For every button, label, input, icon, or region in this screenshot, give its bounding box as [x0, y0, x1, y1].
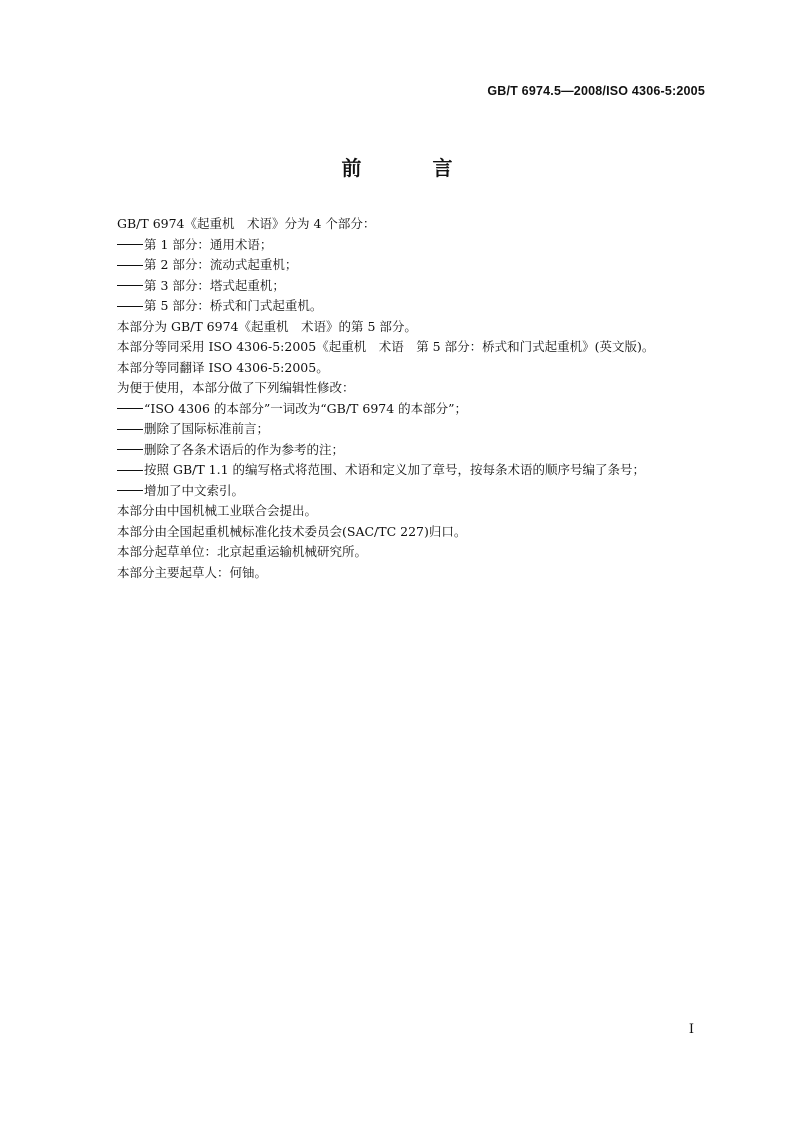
- line-text: 本部分等同采用 ISO 4306-5:2005《起重机 术语 第 5 部分：桥式和门式起重机》(英文版)。: [117, 339, 655, 354]
- em-dash-bullet: [117, 449, 143, 450]
- page-number: I: [688, 1022, 694, 1037]
- paragraph-line: [117, 214, 707, 235]
- line-text: 第 2 部分：流动式起重机；: [144, 257, 298, 272]
- em-dash-bullet: [117, 490, 143, 491]
- list-item: [117, 255, 707, 276]
- list-item: [117, 440, 707, 461]
- em-dash-bullet: [117, 244, 143, 245]
- list-item: [117, 296, 707, 317]
- paragraph-line: [117, 542, 707, 563]
- line-text: 第 5 部分：桥式和门式起重机。: [144, 298, 323, 313]
- list-item: [117, 481, 707, 502]
- line-text: 第 1 部分：通用术语；: [144, 236, 273, 252]
- list-item: [117, 460, 707, 481]
- em-dash-bullet: [117, 306, 143, 307]
- em-dash-bullet: [117, 470, 143, 471]
- paragraph-line: [117, 501, 707, 522]
- line-text: 本部分由中国机械工业联合会提出。: [117, 503, 318, 518]
- line-text: 第 3 部分：塔式起重机；: [144, 277, 285, 293]
- line-text: 本部分等同翻译 ISO 4306-5:2005。: [117, 359, 329, 375]
- em-dash-bullet: [117, 408, 143, 409]
- list-item: [117, 399, 707, 420]
- line-text: GB/T 6974《起重机 术语》分为 4 个部分：: [117, 216, 376, 231]
- line-text: 按照 GB/T 1.1 的编写格式将范围、术语和定义加了章号，按每条术语的顺序号编了条号；: [144, 462, 646, 477]
- line-text: 本部分起草单位：北京起重运输机械研究所。: [117, 544, 368, 559]
- line-text: 删除了国际标准前言；: [144, 421, 270, 436]
- list-item: [117, 235, 707, 256]
- paragraph-line: [117, 522, 707, 543]
- em-dash-bullet: [117, 429, 143, 430]
- em-dash-bullet: [117, 265, 143, 266]
- line-text: 本部分主要起草人：何铀。: [117, 564, 268, 580]
- paragraph-line: [117, 358, 707, 379]
- list-item: [117, 419, 707, 440]
- paragraph-line: [117, 317, 707, 338]
- line-text: 增加了中文索引。: [144, 482, 245, 498]
- line-text: 本部分由全国起重机械标准化技术委员会(SAC/TC 227)归口。: [117, 523, 467, 539]
- em-dash-bullet: [117, 285, 143, 286]
- paragraph-line: [117, 337, 707, 358]
- list-item: [117, 276, 707, 297]
- standard-code-header: GB/T 6974.5—2008/ISO 4306-5:2005: [487, 84, 705, 98]
- line-text: 为便于使用，本部分做了下列编辑性修改：: [117, 380, 355, 395]
- paragraph-line: [117, 563, 707, 584]
- line-text: 本部分为 GB/T 6974《起重机 术语》的第 5 部分。: [117, 318, 417, 334]
- line-text: “ISO 4306 的本部分”一词改为“GB/T 6974 的本部分”；: [144, 400, 468, 416]
- line-text: 删除了各条术语后的作为参考的注；: [144, 441, 345, 457]
- page-title: 前 言: [341, 156, 485, 180]
- paragraph-line: [117, 378, 707, 399]
- preface-body: [117, 214, 707, 583]
